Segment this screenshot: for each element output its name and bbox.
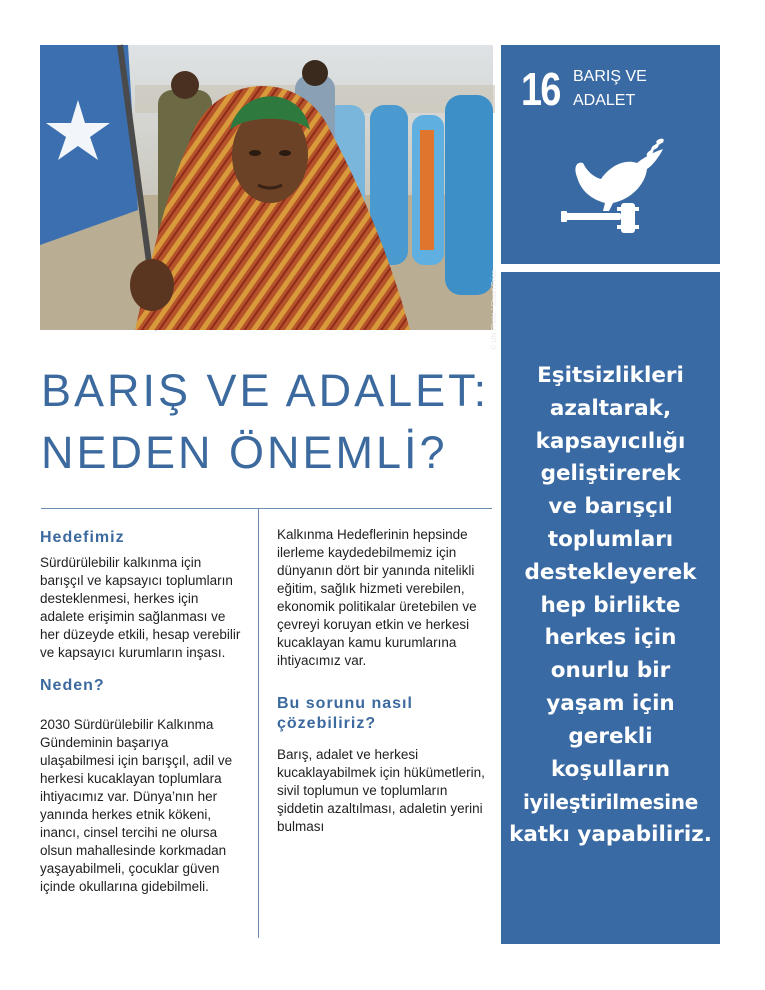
- quote-line: Eşitsizlikleri: [537, 363, 684, 388]
- sdg-16-tile: [501, 45, 720, 264]
- sdg-number: 16: [521, 63, 560, 115]
- column-divider: [258, 508, 259, 938]
- quote-line: onurlu bir: [550, 658, 671, 684]
- hero-photo: [40, 45, 498, 350]
- quote-line: kapsayıcılığı: [535, 428, 686, 454]
- quote-text: [507, 360, 714, 852]
- right-column: [277, 526, 487, 836]
- sdg-title: BARIŞ VE ADALET: [573, 68, 647, 109]
- solve-heading: Bu sorunu nasıl çözebiliriz?: [277, 695, 413, 732]
- why-text: 2030 Sürdürülebilir Kalkınma Gündeminin başarıya ulaşabilmesi için barışçıl, adil ve herkesi kucaklayan toplumlara ihtiyacımız var. Dünya’nın her yanında herkes etnik kökeni, inancı, cinsel tercihi ne olursa olsun mahallesinde korkmadan yaşayabilmeli, çocuklar güven içinde okullarına gidebilmeli.: [40, 717, 233, 894]
- hero-photo-illustration: [40, 45, 493, 330]
- why-heading: Neden?: [40, 677, 105, 694]
- quote-line: destekleyerek: [524, 559, 697, 585]
- quote-line: ve barışçıl: [548, 494, 673, 520]
- headline-line-1: BARIŞ VE ADALET:: [41, 365, 490, 416]
- page-headline: [41, 360, 491, 484]
- quote-line: iyileştirilmesine: [523, 790, 698, 815]
- quote-line: koşulların: [550, 756, 671, 782]
- quote-panel: [501, 272, 720, 944]
- quote-line: yaşam için: [546, 690, 675, 716]
- quote-line: hep birlikte: [540, 592, 681, 618]
- quote-line: herkes için: [544, 625, 677, 651]
- headline-line-2: NEDEN ÖNEMLİ?: [41, 427, 448, 478]
- goal-heading: Hedefimiz: [40, 529, 125, 546]
- goal-text: Sürdürülebilir kalkınma için barışçıl ve kapsayıcı toplumların desteklenmesi, herkes için adalete erişimin sağlanması ve her düzeyde etkili, hesap verebilir ve kapsayıcı kurumların inşası.: [40, 555, 241, 660]
- photo-credit: © UN Photo / Stuart Price: [491, 270, 498, 350]
- quote-line: gerekli: [568, 723, 653, 749]
- left-column: [40, 528, 246, 896]
- quote-line: azaltarak,: [549, 395, 672, 421]
- solve-text: Barış, adalet ve herkesi kucaklayabilmek için hükümetlerin, sivil toplumun ve toplumların şiddetin azaltılması, adaletin yerini bulması: [277, 747, 485, 834]
- quote-line: toplumları: [547, 526, 674, 552]
- quote-line: geliştirerek: [540, 461, 681, 487]
- horizontal-divider: [41, 508, 492, 509]
- dove-gavel-icon: [559, 137, 669, 237]
- continued-text: Kalkınma Hedeflerinin hepsinde ilerleme kaydedebilmemiz için dünyanın dört bir yanında nitelikli eğitim, sağlık hizmeti verebilen, ekonomik politikalar üretebilen ve çevreyi koruyan etkin ve herkesi kucaklayan kamu kurumlarına ihtiyacımız var.: [277, 527, 477, 668]
- quote-line: katkı yapabiliriz.: [509, 822, 712, 848]
